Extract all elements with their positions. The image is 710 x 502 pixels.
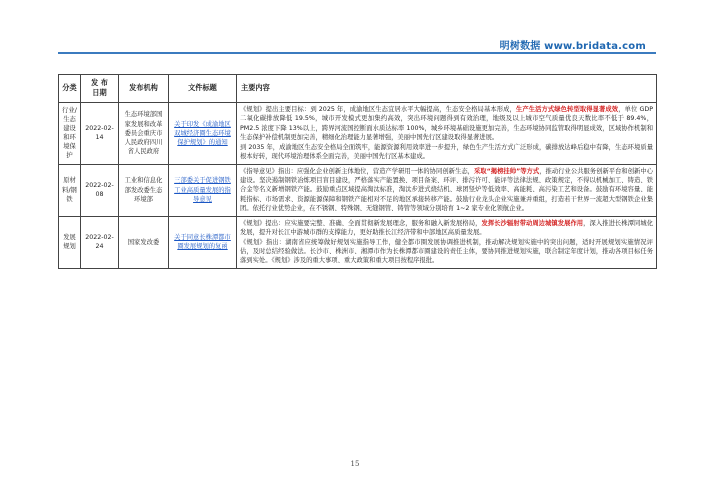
row-date: 2022-02-14 — [81, 102, 119, 164]
row-category: 行业/生态建设和环境保护 — [59, 102, 81, 164]
brand-logo: 明树数据 www.bridata.com — [499, 41, 646, 52]
content-text: 《规划》提出主要目标：到 2025 年，成渝地区生态宜居水平大幅提高，生态安全格局基本形成， — [240, 105, 516, 113]
row-date: 2022-02-24 — [81, 216, 119, 268]
table-row — [59, 164, 657, 216]
row-content — [237, 216, 657, 268]
row-content — [237, 164, 657, 216]
header-rule — [58, 52, 656, 54]
table-row — [59, 102, 657, 164]
row-category: 原材料/钢铁 — [59, 164, 81, 216]
content-text: 到 2035 年，成渝地区生态安全格局全面筑牢，能源资源利用效率进一步提升，绿色生产生活方式广泛形成，碳排放达峰后稳中有降，生态环境质量根本好转，现代环境治理体系全面完善，美丽中国先行区基本建成。 — [240, 143, 653, 161]
row-date: 2022-02-08 — [81, 164, 119, 216]
row-category: 发展规划 — [59, 216, 81, 268]
row-agency: 工业和信息化部发改委生态环境部 — [119, 164, 169, 216]
content-text: ，推动行业公共服务创新平台和创新中心建设。坚决遏制钢铁冶炼项目盲目建设，严格落实产能置换、项目备案、环评、排污许可、能评等法律法规、政策规定，不得以机械加工、铸造、铁合金等名义新增钢铁产能。鼓励重点区域提高淘汰标准，淘汰步进式烧结机、球团竖炉等低效率、高能耗、高污染工艺和设备。鼓励有环境容量、能耗指标、市场需求、资源能源保障和钢铁产能相对不足的地区承接转移产能。鼓励行业龙头企业实施兼并重组，打造若干世界一流超大型钢铁企业集团。依托行业优势企业，在不锈钢、特殊钢、无缝钢管、铸管等领域分别培育 1~2 家专业化领航企业。 — [240, 167, 654, 213]
policy-table — [58, 74, 657, 269]
row-title-link[interactable]: 三部委关于促进钢铁工业高质量发展的指导意见 — [169, 164, 237, 216]
content-text: ，深入推进长株潭同城化发展，提升对长江中游城市群的支撑能力，更好助推长江经济带和中部地区高质量发展。 — [240, 219, 654, 237]
table-row — [59, 216, 657, 268]
header-date: 发 布 日期 — [81, 75, 119, 103]
header-category: 分类 — [59, 75, 81, 103]
row-agency: 生态环境部国家发展和改革委员会重庆市人民政府四川省人民政府 — [119, 102, 169, 164]
row-title-link[interactable]: 关于同意长株潭都市圈发展规划的复函 — [169, 216, 237, 268]
content-highlight: 采取“揭榜挂帅”等方式 — [473, 167, 540, 175]
page-number: 15 — [350, 460, 360, 468]
content-text: ，单位 GDP 二氧化碳排放降低 19.5%，城市开发模式更加集约高效，突出环境问题得到有效治理，地级及以上城市空气质量优良天数比率不低于 89.4%，PM2.5 浓度下降 13%以上，跨界河流国控断面水质达标率 100%，城乡环境基础设施更加完善，生态环境协同监管取得明显成效，区域协作机制和生态保护补偿机制更加完善，精细化治理能力显著增强，美丽中国先行区建设取得显著进展。 — [240, 105, 654, 142]
row-agency: 国家发改委 — [119, 216, 169, 268]
content-highlight: 生产生活方式绿色转型取得显著成效 — [515, 105, 619, 113]
header-content: 主要内容 — [237, 75, 657, 103]
table-header-row — [59, 75, 657, 103]
row-title-link[interactable]: 关于印发《成渝地区双城经济圈生态环境保护规划》的通知 — [169, 102, 237, 164]
header-title: 文件标题 — [169, 75, 237, 103]
row-content — [237, 102, 657, 164]
content-text: 《规划》指出：湖南省应统筹做好规划实施指导工作，健全都市圈发展协调推进机制，推动解决规划实施中的突出问题，适时开展规划实施情况评估，及时总结经验做法。长沙市、株洲市、湘潭市作为长株潭都市圈建设的责任主体，要协同推进规划实施，联合制定年度计划，推动各项目标任务落到实处。《规划》涉及的重大事项、重大政策和重大项目按程序报批。 — [240, 238, 653, 265]
content-highlight: 发挥长沙辐射带动周边城镇发展作用 — [481, 219, 584, 227]
header-agency: 发布机构 — [119, 75, 169, 103]
content-text: 《规划》提出：应实施要完整、准确、全面贯彻新发展理念，服务和融入新发展格局， — [240, 219, 482, 227]
content-text: 《指导意见》指出：应强化企业创新主体地位，营造产学研用一体的协同创新生态， — [240, 167, 474, 175]
